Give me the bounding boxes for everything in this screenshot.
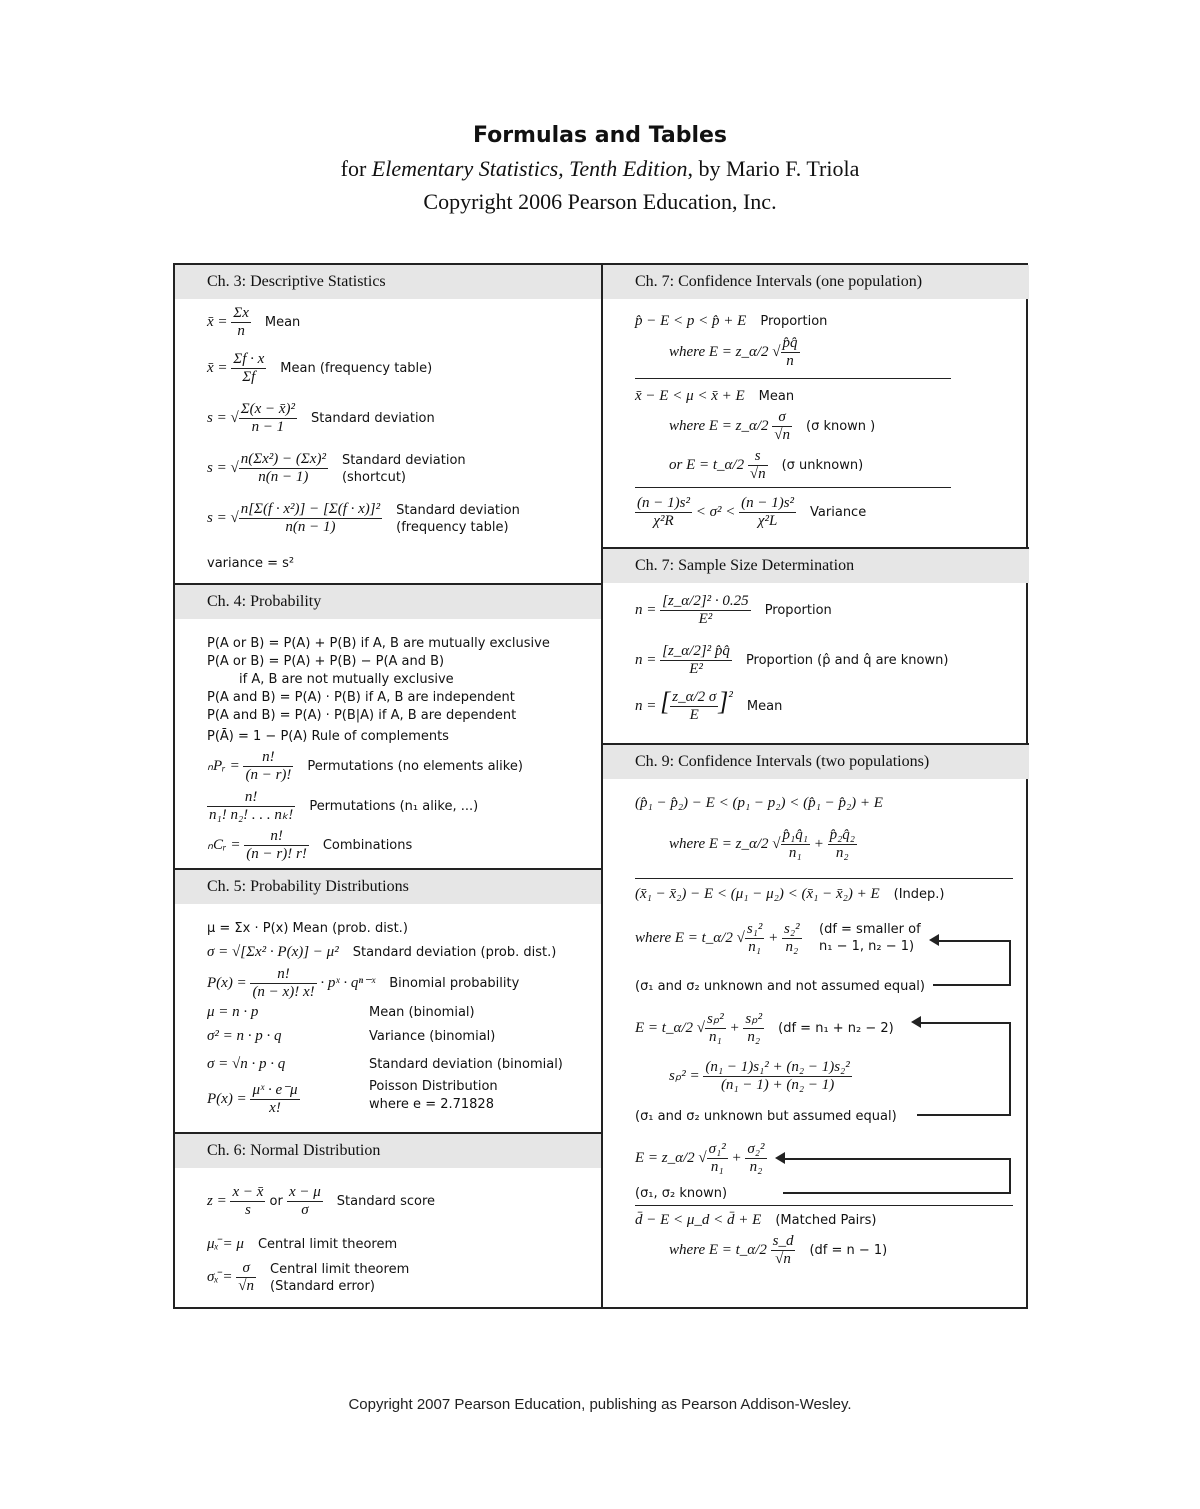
formula-std-dev-frequency: s = √ $\frac{\text{n[Σ(f · x²)] − [Σ(f · x)]²}}{n(n - 1)}$ Standard deviation (frequency table) <box>207 501 520 535</box>
df-smaller-of: (df = smaller of <box>819 922 921 937</box>
ci-two-means-pooled-margin: E = t_α/2 √ $\frac{\text{sₚ²}}{\text{n₁}}$ + $\frac{\text{sₚ²}}{\text{n₂}}$ (df = n₁ + n₂ − 2) <box>635 1011 894 1045</box>
arrowhead <box>911 1016 921 1028</box>
formula-variance: variance = s² <box>207 556 295 571</box>
section-ch4 <box>175 585 601 870</box>
formula-clt-mean: μₓ̄ = μ Central limit theorem <box>207 1236 398 1252</box>
section-ch7-sample-size <box>603 549 1029 745</box>
sample-size-proportion-known: n = $\frac{\text{[z\_α/2]² p̂q̂}}{\text{E²}}$ Proportion (p̂ and q̂ are known) <box>635 643 949 677</box>
section-ch5 <box>175 870 601 1134</box>
arrow-connector <box>933 940 1011 986</box>
ci-two-means-independent: (x̄₁ − x̄₂) − E < (μ₁ − μ₂) < (x̄₁ − x̄₂) + E (Indep.) <box>635 886 945 902</box>
formula-binomial-probability: P(x) = $\frac{n!}{(n - x)! x!}$ · pˣ · qⁿ⁻ˣ Binomial probability <box>207 966 520 1000</box>
poisson-label: Poisson Distribution <box>369 1079 498 1094</box>
poisson-e-value: where e = 2.71828 <box>369 1097 494 1112</box>
ci-proportion: p̂ − E < p < p̂ + E Proportion <box>635 313 828 329</box>
arrow-connector <box>783 1158 1011 1194</box>
arrowhead <box>775 1152 785 1164</box>
formula-permutations: ₙPᵣ = $\frac{n!}{(n - r)!}$ Permutations (no elements alike) <box>207 749 523 783</box>
section-title: Ch. 7: Sample Size Determination <box>603 549 1029 583</box>
formula-combinations: ₙCᵣ = $\frac{n!}{(n - r)! r!}$ Combinations <box>207 828 413 862</box>
divider <box>635 1205 1013 1206</box>
formula-permutations-alike: $\frac{n!}{\text{n₁! n₂! . . . nₖ!}}$ Permutations (n₁ alike, ...) <box>209 789 479 823</box>
copyright-line: Copyright 2006 Pearson Education, Inc. <box>423 189 777 214</box>
section-ch6 <box>175 1134 601 1309</box>
page-title: Formulas and Tables <box>472 123 728 148</box>
formula-variance-binomial: σ² = n · p · q Variance (binomial) <box>207 1028 496 1044</box>
arrow-connector <box>917 1022 1011 1116</box>
divider <box>635 878 1013 879</box>
section-title: Ch. 6: Normal Distribution <box>175 1134 601 1168</box>
section-ch3 <box>175 265 601 585</box>
rule-addition-exclusive: P(A or B) = P(A) + P(B) if A, B are mutually exclusive <box>207 636 550 651</box>
section-title: Ch. 3: Descriptive Statistics <box>175 265 601 299</box>
ci-mean-sigma-unknown: or E = t_α/2 $\frac{s}{√n}$ (σ unknown) <box>669 448 864 482</box>
ci-mean-sigma-known: where E = z_α/2 $\frac{\sigma}{√n}$ (σ known ) <box>669 409 876 443</box>
section-title: Ch. 7: Confidence Intervals (one population) <box>603 265 1029 299</box>
rule-multiplication-independent: P(A and B) = P(A) · P(B) if A, B are independent <box>207 690 515 705</box>
ci-matched-pairs-margin: where E = t_α/2 $\frac{s\_d}{√n}$ (df = n − 1) <box>669 1233 888 1267</box>
ci-two-proportions-margin: where E = z_α/2 √ $\frac{\text{p̂₁q̂₁}}{\text{n₁}}$ + $\frac{\text{p̂₂q̂₂}}{\text{n₂}}$ <box>669 827 855 861</box>
formula-clt-standard-error: σₓ̄ = $\frac{\sigma}{√n}$ Central limit theorem (Standard error) <box>207 1260 410 1294</box>
sample-size-mean: n = [ $\frac{z\_\alpha/2 \sigma}{E}$ ]²Mean <box>635 687 783 723</box>
divider <box>635 487 951 488</box>
df-smaller-of-values: n₁ − 1, n₂ − 1) <box>819 939 915 954</box>
ci-two-means-unequal-margin: where E = t_α/2 √ $\frac{\text{s₁²}}{\text{n₁}}$ + $\frac{\text{s₂²}}{\text{n₂}}$ <box>635 921 800 955</box>
section-title: Ch. 4: Probability <box>175 585 601 619</box>
rule-multiplication-dependent: P(A and B) = P(A) · P(B|A) if A, B are dependent <box>207 708 517 723</box>
section-title: Ch. 9: Confidence Intervals (two populations) <box>603 745 1029 779</box>
rule-complements: P(Ā) = 1 − P(A) Rule of complements <box>207 729 449 744</box>
formula-std-dev: s = √ $\frac{\text{Σ(x − x̄)²}}{n - 1}$ Standard deviation <box>207 401 435 435</box>
arrowhead <box>929 934 939 946</box>
note-known-variances: (σ₁, σ₂ known) <box>635 1186 728 1201</box>
rule-addition-general: P(A or B) = P(A) + P(B) − P(A and B) <box>207 654 445 669</box>
divider <box>635 378 951 379</box>
formula-sd-prob-dist: σ = √[Σx² · P(x)] − μ² Standard deviation (prob. dist.) <box>207 944 557 960</box>
formula-std-dev-shortcut: s = √ $\frac{\text{n(Σx²) − (Σx)²}}{n(n - 1)}$ Standard deviation (shortcut) <box>207 451 466 485</box>
ci-two-means-known-margin: E = z_α/2 √ $\frac{\text{σ₁²}}{\text{n₁}}$ + $\frac{\text{σ₂²}}{\text{n₂}}$ <box>635 1141 765 1175</box>
footer-copyright: Copyright 2007 Pearson Education, publishing as Pearson Addison-Wesley. <box>348 1396 852 1413</box>
formula-mean-prob-dist: μ = Σx · P(x) Mean (prob. dist.) <box>207 921 408 936</box>
formula-z-score: z = $\frac{x - x̄}{s}$ or $\frac{x - \mu}{\sigma}$ Standard score <box>207 1184 436 1218</box>
ci-matched-pairs: d̄ − E < μ_d < d̄ + E (Matched Pairs) <box>635 1212 877 1228</box>
book-title: Elementary Statistics, Tenth Edition <box>371 156 688 181</box>
formula-poisson: P(x) = $\frac{\text{μˣ · e⁻μ}}{x!}$ <box>207 1082 298 1116</box>
note-unequal-variances: (σ₁ and σ₂ unknown and not assumed equal) <box>635 979 925 994</box>
page-header <box>0 120 1200 218</box>
formula-mean-frequency: x̄ = $\frac{\Sigma f \cdot x}{\Sigma f}$ Mean (frequency table) <box>207 351 433 385</box>
formula-mean-binomial: μ = n · p Mean (binomial) <box>207 1004 475 1020</box>
formula-sheet <box>173 263 1028 1309</box>
ci-proportion-margin: where E = z_α/2 √ $\frac{p̂q̂}{n}$ <box>669 335 798 369</box>
section-ch7-confidence-intervals <box>603 265 1029 549</box>
formula-mean: x̄ = $\frac{\Sigma x}{n}$ Mean <box>207 305 301 339</box>
note-equal-variances: (σ₁ and σ₂ unknown but assumed equal) <box>635 1109 897 1124</box>
pooled-variance: sₚ² = $\frac{\text{(n₁ − 1)s₁² + (n₂ − 1)s₂²}}{\text{(n₁ − 1) + (n₂ − 1)}}$ <box>669 1059 850 1093</box>
rule-addition-condition: if A, B are not mutually exclusive <box>239 672 454 687</box>
section-title: Ch. 5: Probability Distributions <box>175 870 601 904</box>
sample-size-proportion: n = $\frac{\text{[z\_α/2]² · 0.25}}{\text{E²}}$ Proportion <box>635 593 832 627</box>
ci-mean: x̄ − E < μ < x̄ + E Mean <box>635 388 795 404</box>
ci-variance: $\frac{\text{(n − 1)s²}}{\text{χ²R}}$ < σ² < $\frac{\text{(n − 1)s²}}{\text{χ²L}}$ Variance <box>637 495 867 529</box>
section-ch9 <box>603 745 1029 1309</box>
book-citation: for Elementary Statistics, Tenth Edition, by Mario F. Triola <box>340 156 860 181</box>
formula-sd-binomial: σ = √n · p · q Standard deviation (binomial) <box>207 1056 563 1072</box>
ci-two-proportions: (p̂₁ − p̂₂) − E < (p₁ − p₂) < (p̂₁ − p̂₂) + E <box>635 795 883 811</box>
